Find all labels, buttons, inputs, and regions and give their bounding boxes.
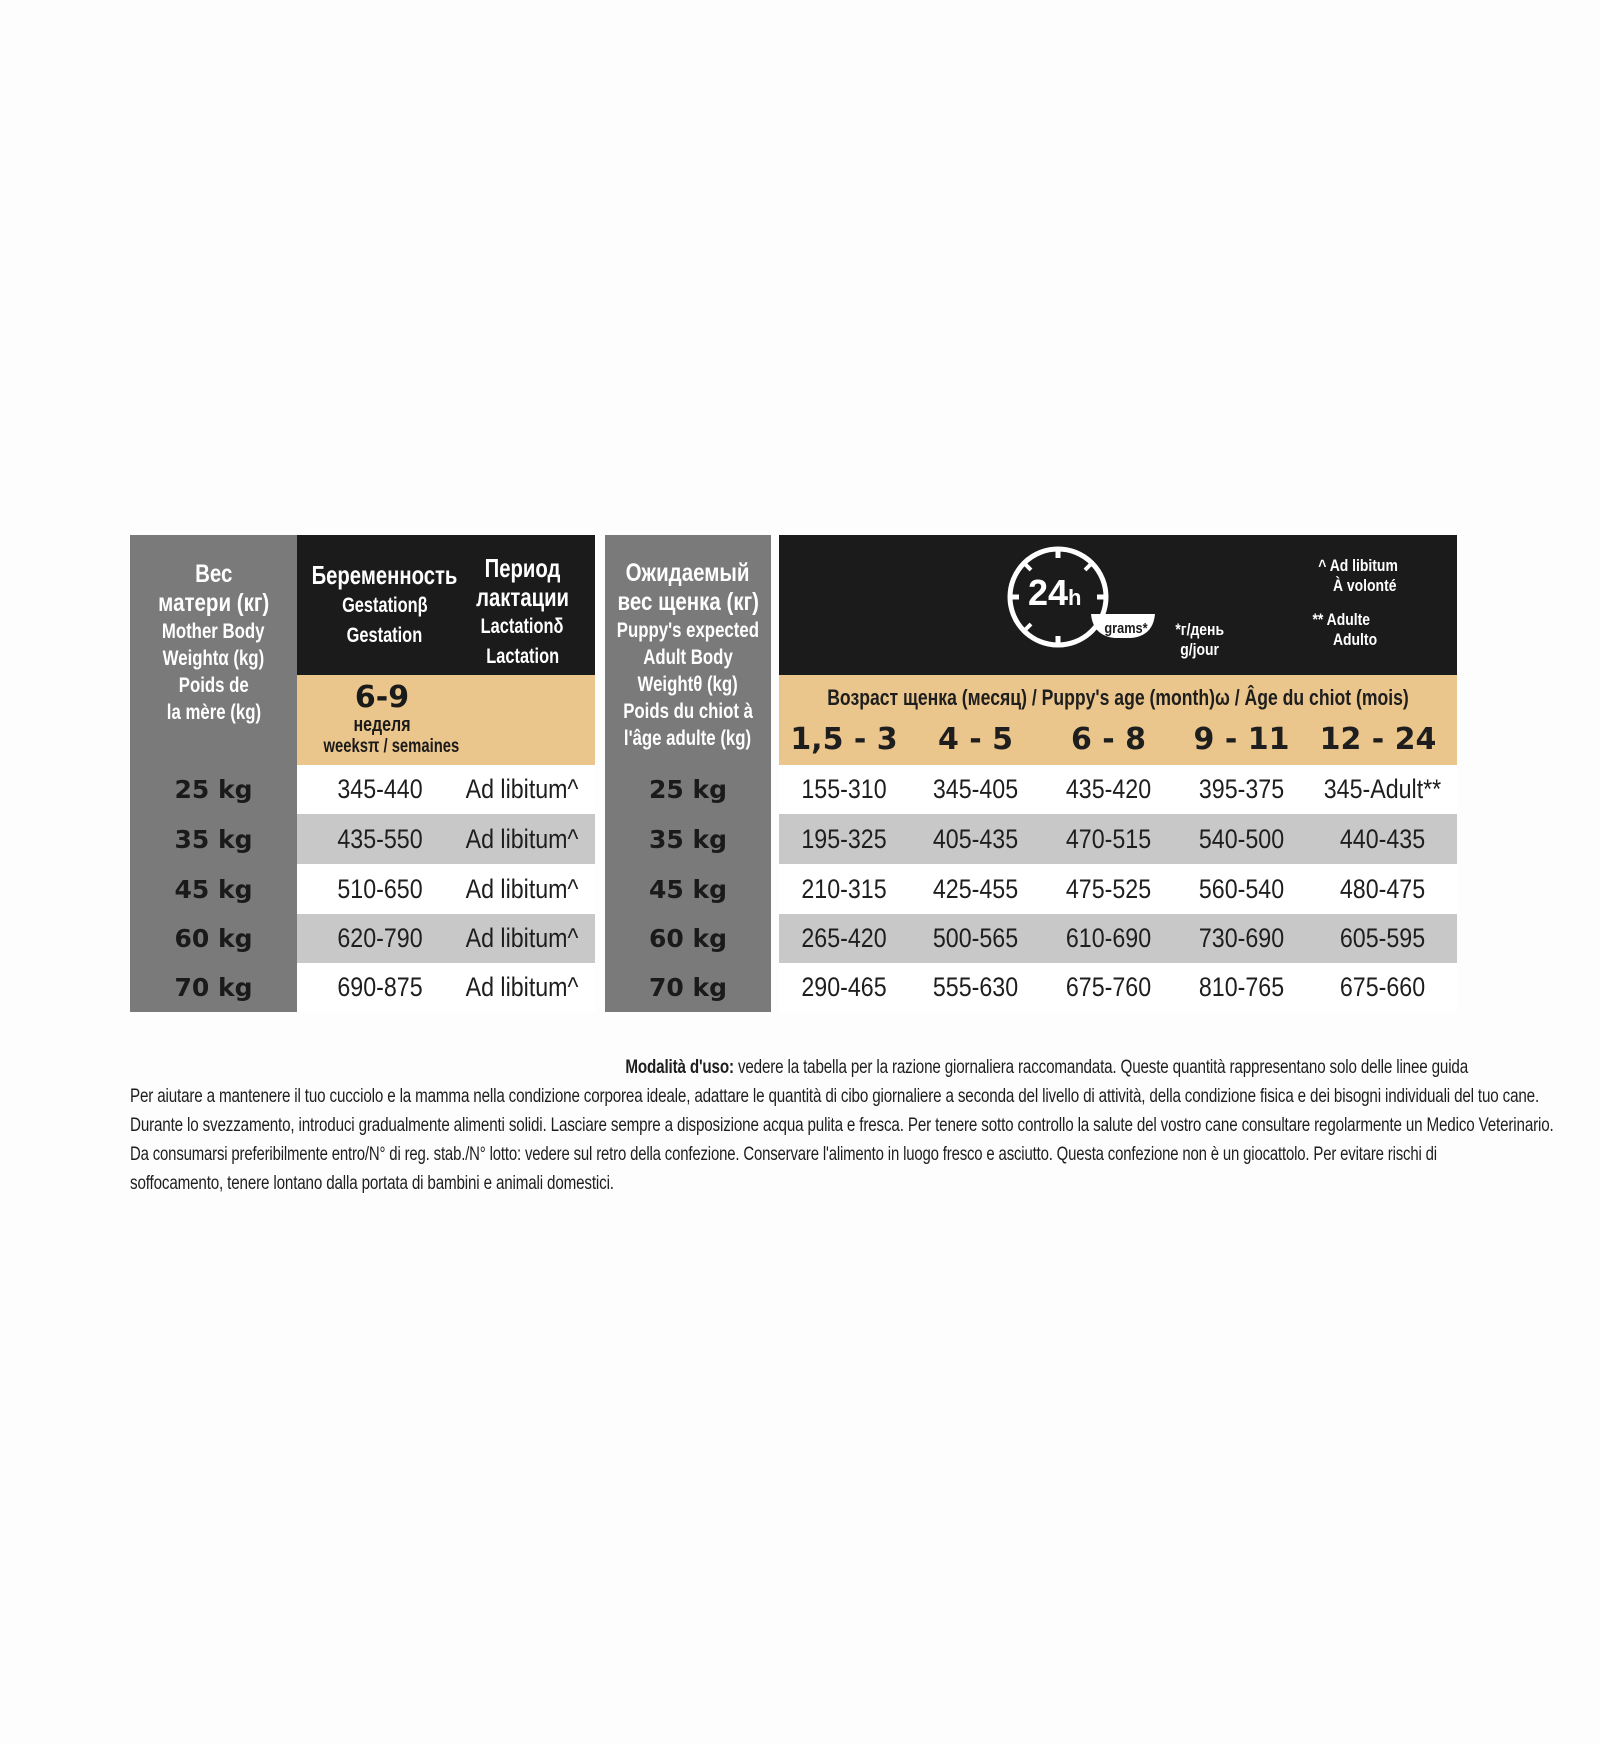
puppy-weight-cell: 45 kg bbox=[648, 874, 727, 904]
age-cell: 290-465 bbox=[801, 972, 887, 1002]
mother-header-line: Weightα (kg) bbox=[162, 647, 265, 670]
age-cell: 500-565 bbox=[932, 923, 1019, 953]
gestation-header bbox=[297, 550, 472, 660]
unit-line: *г/день bbox=[1175, 620, 1225, 639]
note-line: Per aiutare a mantenere il tuo cucciolo e la mamma nella condizione corporea ideale, adattare le quantità di cibo giornaliere a seconda del livello di attività, della condizione fisica e dei bisogni individuali del tuo cane. bbox=[130, 1086, 1540, 1107]
age-cell: 210-315 bbox=[801, 873, 887, 904]
gestation-sub: Gestation bbox=[346, 624, 423, 647]
legend-line: ** Adulte bbox=[1312, 610, 1371, 629]
unit-line: g/jour bbox=[1180, 640, 1220, 659]
age-cell: 675-760 bbox=[1065, 972, 1152, 1002]
note-line bbox=[398, 1053, 1468, 1082]
gestation-cell: 620-790 bbox=[337, 923, 423, 953]
clock-unit: h bbox=[1068, 585, 1082, 610]
age-cell: 555-630 bbox=[932, 972, 1019, 1002]
note-line: soffocamento, tenere lontano dalla portata di bambini e animali domestici. bbox=[130, 1173, 614, 1194]
age-cell: 540-500 bbox=[1198, 823, 1285, 854]
puppy-weight-header bbox=[598, 550, 778, 760]
puppy-header-line: Puppy's expected bbox=[616, 618, 760, 642]
age-cell: 440-435 bbox=[1339, 823, 1426, 854]
age-header-text: Возраст щенка (месяц) / Puppy's age (month)ω / Âge du chiot (mois) bbox=[827, 685, 1409, 710]
mother-header-line: la mère (kg) bbox=[166, 701, 261, 724]
puppy-header-line: Adult Body bbox=[643, 645, 733, 669]
lactation-title: Период bbox=[484, 552, 561, 583]
age-cell: 605-595 bbox=[1339, 923, 1426, 953]
lactation-sub: Lactation bbox=[486, 644, 559, 668]
mother-weight-cell: 60 kg bbox=[174, 924, 253, 953]
age-column-header: 12 - 24 bbox=[1319, 721, 1437, 757]
lactation-sub: Lactationδ bbox=[481, 614, 564, 638]
gestation-sub: Gestationβ bbox=[341, 594, 428, 617]
mother-weight-cell: 35 kg bbox=[174, 824, 253, 854]
puppy-header-line: Weightθ (kg) bbox=[637, 672, 739, 696]
mother-weight-cell: 70 kg bbox=[174, 973, 253, 1002]
age-column-header: 1,5 - 3 bbox=[790, 721, 898, 757]
mother-weight-cell: 45 kg bbox=[174, 874, 253, 904]
age-cell: 560-540 bbox=[1198, 873, 1285, 904]
mother-header-line: Mother Body bbox=[162, 620, 265, 643]
age-cell: 405-435 bbox=[932, 823, 1019, 854]
age-cell: 395-375 bbox=[1198, 774, 1285, 804]
age-cell: 610-690 bbox=[1065, 923, 1152, 953]
age-cell: 730-690 bbox=[1198, 923, 1285, 953]
note-line: Durante lo svezzamento, introduci gradualmente alimenti solidi. Lasciare sempre a disposizione acqua pulita e fresca. Per tenere sotto controllo la salute del vostro cane consultare regolarmente un Medico Veterinario. bbox=[130, 1115, 1554, 1136]
mother-header-line: Вес bbox=[194, 560, 233, 588]
age-cell: 675-660 bbox=[1339, 972, 1426, 1002]
lactation-cell: Ad libitum^ bbox=[465, 873, 579, 904]
age-cell: 345-405 bbox=[932, 774, 1019, 804]
usage-notes bbox=[130, 1053, 1554, 1198]
weeks-range: 6-9 bbox=[354, 680, 410, 715]
age-cell: 155-310 bbox=[801, 774, 887, 804]
legend-line: À volonté bbox=[1332, 576, 1397, 595]
note-lead: Modalità d'uso: bbox=[625, 1057, 734, 1078]
mother-header-line: Poids de bbox=[178, 674, 249, 697]
lactation-cell: Ad libitum^ bbox=[465, 923, 579, 953]
note-line: Da consumarsi preferibilmente entro/N° di reg. stab./N° lotto: vedere sul retro della confezione. Conservare l'alimento in luogo fresco e asciutto. Questa confezione non è un giocattolo. Per evitare rischi di bbox=[130, 1144, 1437, 1165]
age-cell: 425-455 bbox=[932, 873, 1019, 904]
lactation-header bbox=[465, 550, 580, 675]
mother-weight-header bbox=[130, 548, 297, 738]
clock-hours: 24 bbox=[1028, 572, 1069, 613]
age-column-header: 6 - 8 bbox=[1070, 721, 1147, 757]
weeks-en-fr: weeksπ / semaines bbox=[323, 736, 460, 757]
puppy-header-line: l'âge adulte (kg) bbox=[624, 726, 752, 750]
age-column-header: 4 - 5 bbox=[937, 721, 1014, 757]
age-column-header: 9 - 11 bbox=[1193, 721, 1290, 757]
age-cell: 475-525 bbox=[1065, 873, 1152, 904]
puppy-header-line: вес щенка (кг) bbox=[617, 587, 759, 616]
bowl-label: grams* bbox=[1104, 620, 1148, 637]
gestation-cell: 435-550 bbox=[337, 823, 423, 854]
gestation-title: Беременность bbox=[311, 560, 458, 590]
age-cell: 435-420 bbox=[1065, 774, 1152, 804]
age-cell: 470-515 bbox=[1065, 823, 1152, 854]
weeks-box bbox=[297, 675, 595, 765]
unit-label bbox=[1160, 615, 1240, 665]
gestation-cell: 510-650 bbox=[337, 873, 423, 904]
age-cell: 345-Adult** bbox=[1323, 774, 1442, 804]
lactation-cell: Ad libitum^ bbox=[465, 972, 579, 1002]
age-cell: 480-475 bbox=[1339, 873, 1426, 904]
gestation-cell: 345-440 bbox=[337, 774, 423, 804]
mother-weight-cell: 25 kg bbox=[174, 775, 253, 804]
lactation-cell: Ad libitum^ bbox=[465, 823, 579, 854]
puppy-weight-cell: 25 kg bbox=[648, 775, 727, 804]
puppy-header-line: Ожидаемый bbox=[626, 558, 750, 587]
age-cell: 265-420 bbox=[801, 923, 887, 953]
weeks-ru: неделя bbox=[353, 714, 411, 736]
puppy-weight-cell: 35 kg bbox=[648, 824, 727, 854]
note-text: vedere la tabella per la razione giornaliera raccomandata. Queste quantità rappresentano solo delle linee guida bbox=[733, 1057, 1468, 1078]
puppy-weight-cell: 70 kg bbox=[648, 973, 727, 1002]
puppy-header-line: Poids du chiot à bbox=[623, 699, 753, 723]
legend bbox=[1310, 556, 1430, 650]
gestation-cell: 690-875 bbox=[337, 972, 423, 1002]
mother-header-line: матери (кг) bbox=[157, 589, 270, 617]
clock-label bbox=[1028, 572, 1098, 617]
age-cell: 810-765 bbox=[1198, 972, 1285, 1002]
lactation-title: лактации bbox=[476, 581, 569, 612]
legend-line: ^ Ad libitum bbox=[1318, 556, 1398, 575]
age-cell: 195-325 bbox=[801, 823, 887, 854]
lactation-cell: Ad libitum^ bbox=[465, 774, 579, 804]
legend-line: Adulto bbox=[1332, 630, 1378, 649]
puppy-weight-cell: 60 kg bbox=[648, 924, 727, 953]
